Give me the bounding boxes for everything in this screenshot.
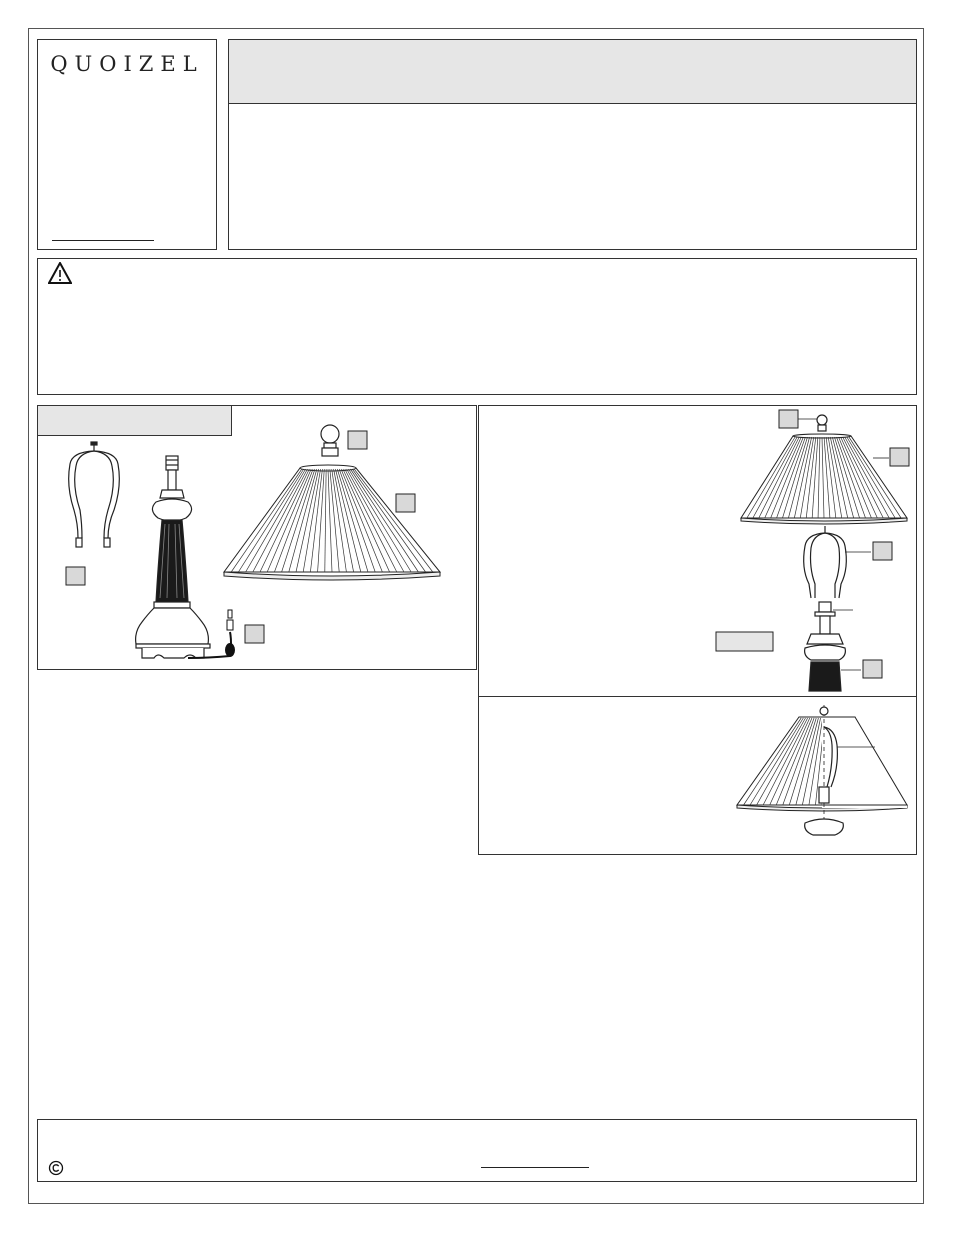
copyright-icon (48, 1160, 64, 1176)
assy-label-box (716, 632, 773, 651)
assy-tag-finial (779, 410, 798, 428)
harp-drawing (69, 442, 120, 547)
final-assembly-box (478, 696, 917, 855)
title-box (228, 39, 917, 250)
part-tag-cord (245, 625, 264, 643)
assembly-steps-box (478, 405, 917, 697)
logo-underline (52, 240, 154, 241)
logo-box (37, 39, 217, 250)
warning-box (37, 258, 917, 395)
title-band (229, 40, 916, 104)
brand-logo: QUOIZEL (50, 52, 204, 76)
assy-tag-body (863, 660, 882, 678)
assy-socket-drawing (805, 602, 846, 691)
part-tag-harp (66, 567, 85, 585)
footer-underline (481, 1167, 589, 1168)
parts-illustration (38, 406, 478, 671)
final-assembly-illustration (479, 697, 918, 856)
part-tag-finial (348, 431, 367, 449)
warning-triangle-icon (48, 262, 72, 284)
parts-list-box (37, 405, 477, 670)
lamp-body-drawing (136, 456, 210, 658)
assy-tag-harp (873, 542, 892, 560)
assy-finial-drawing (817, 415, 827, 431)
assy-harp-drawing (804, 526, 847, 598)
footer-box (37, 1119, 917, 1182)
shade-drawing (224, 465, 440, 580)
assembly-illustration (479, 406, 918, 698)
finial-drawing (321, 425, 339, 456)
part-tag-shade (396, 494, 415, 512)
assy-tag-shade (890, 448, 909, 466)
